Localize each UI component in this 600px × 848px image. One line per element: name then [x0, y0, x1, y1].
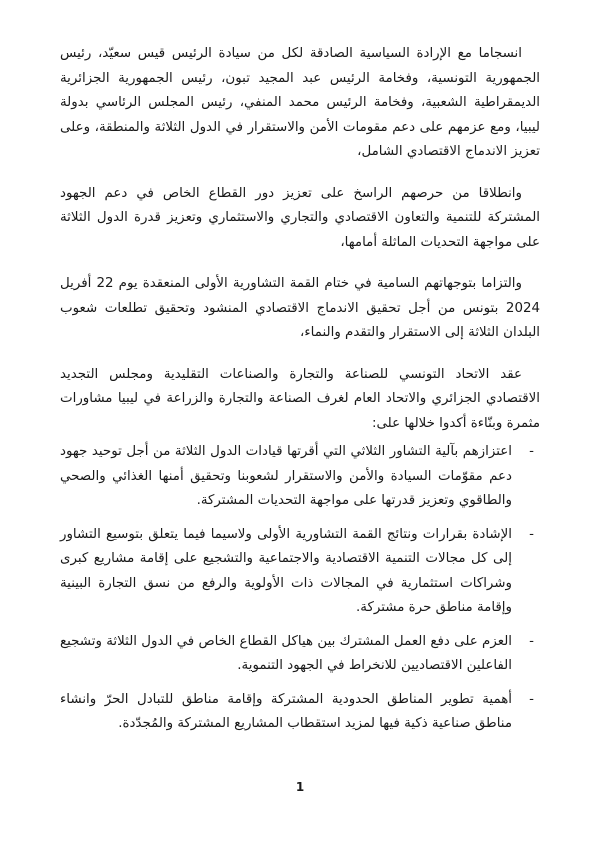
bullet-dash: - — [529, 444, 534, 459]
list-item — [60, 688, 540, 737]
intro-paragraph-2: وانطلاقا من حرصهم الراسخ على تعزيز دور القطاع الخاص في دعم الجهود المشتركة للتنمية والتعاون الاقتصادي والتجاري والاستثماري وتعزيز قدرة الدول الثلاثة على مواجهة التحديات الماثلة أمامها، — [60, 185, 540, 250]
document-body — [60, 42, 540, 746]
list-item-text: أهمية تطوير المناطق الحدودية المشتركة وإقامة مناطق للتبادل الحرّ وانشاء مناطق صناعية ذكية فيها لمزيد استقطاب المشاريع المشتركة والمُجدّدة. — [60, 691, 512, 731]
list-item — [60, 630, 540, 679]
intro-paragraph-1: انسجاما مع الإرادة السياسية الصادقة لكل من سيادة الرئيس قيس سعيّد، رئيس الجمهورية التونسية، وفخامة الرئيس عبد المجيد تبون، رئيس الجمهورية الجزائرية الديمقراطية الشعبية، وفخامة الرئيس محمد المنفي، رئيس المجلس الرئاسي بدولة ليبيا، ومع عزمهم على دعم مقومات الأمن والاستقرار في الدول الثلاثة والمنطقة، وعلى تعزيز الاندماج الاقتصادي الشامل، — [60, 46, 540, 159]
bullet-dash: - — [529, 691, 534, 707]
list-item-text: الإشادة بقرارات ونتائج القمة التشاورية الأولى ولاسيما فيما يتعلق بتوسيع التشاور إلى كل مجالات التنمية الاقتصادية والاجتماعية والتشجيع على إقامة مشاريع كبرى وشراكات استثمارية في المجالات ذات الأولوية والرفع من نسق التجارة البينية وإقامة مناطق حرة مشتركة. — [60, 526, 512, 615]
list-item-text: اعتزازهم بآلية التشاور الثلاثي التي أقرتها قيادات الدول الثلاثة من أجل توحيد جهود دعم مقوّمات السيادة والأمن والاستقرار لشعوبنا وتحقيق أمنها الغذائي والصحي والطاقوي وتعزيز قدرتها على مواجهة التحديات المشتركة. — [60, 444, 512, 508]
bullet-dash: - — [529, 633, 534, 649]
list-item — [60, 440, 540, 514]
intro-paragraph-3: والتزاما بتوجهاتهم السامية في ختام القمة التشاورية الأولى المنعقدة يوم 22 أفريل 2024 بتونس من أجل تحقيق الاندماج الاقتصادي المنشود وتحقيق تطلعات شعوب البلدان الثلاثة إلى الاستقرار والتقدم والنماء، — [60, 276, 540, 340]
commitments-list — [60, 440, 540, 737]
bullet-dash: - — [529, 526, 534, 542]
intro-paragraph-4: عقد الاتحاد التونسي للصناعة والتجارة والصناعات التقليدية ومجلس التجديد الاقتصادي الجزائري والاتحاد العام لغرف الصناعة والتجارة والزراعة في ليبيا مشاورات مثمرة وبنّاءة أكدوا خلالها على: — [60, 366, 540, 431]
list-item — [60, 523, 540, 621]
list-item-text: العزم على دفع العمل المشترك بين هياكل القطاع الخاص في الدول الثلاثة وتشجيع الفاعلين الاقتصاديين للانخراط في الجهود التنموية. — [60, 633, 512, 673]
page-number: 1 — [295, 780, 305, 794]
